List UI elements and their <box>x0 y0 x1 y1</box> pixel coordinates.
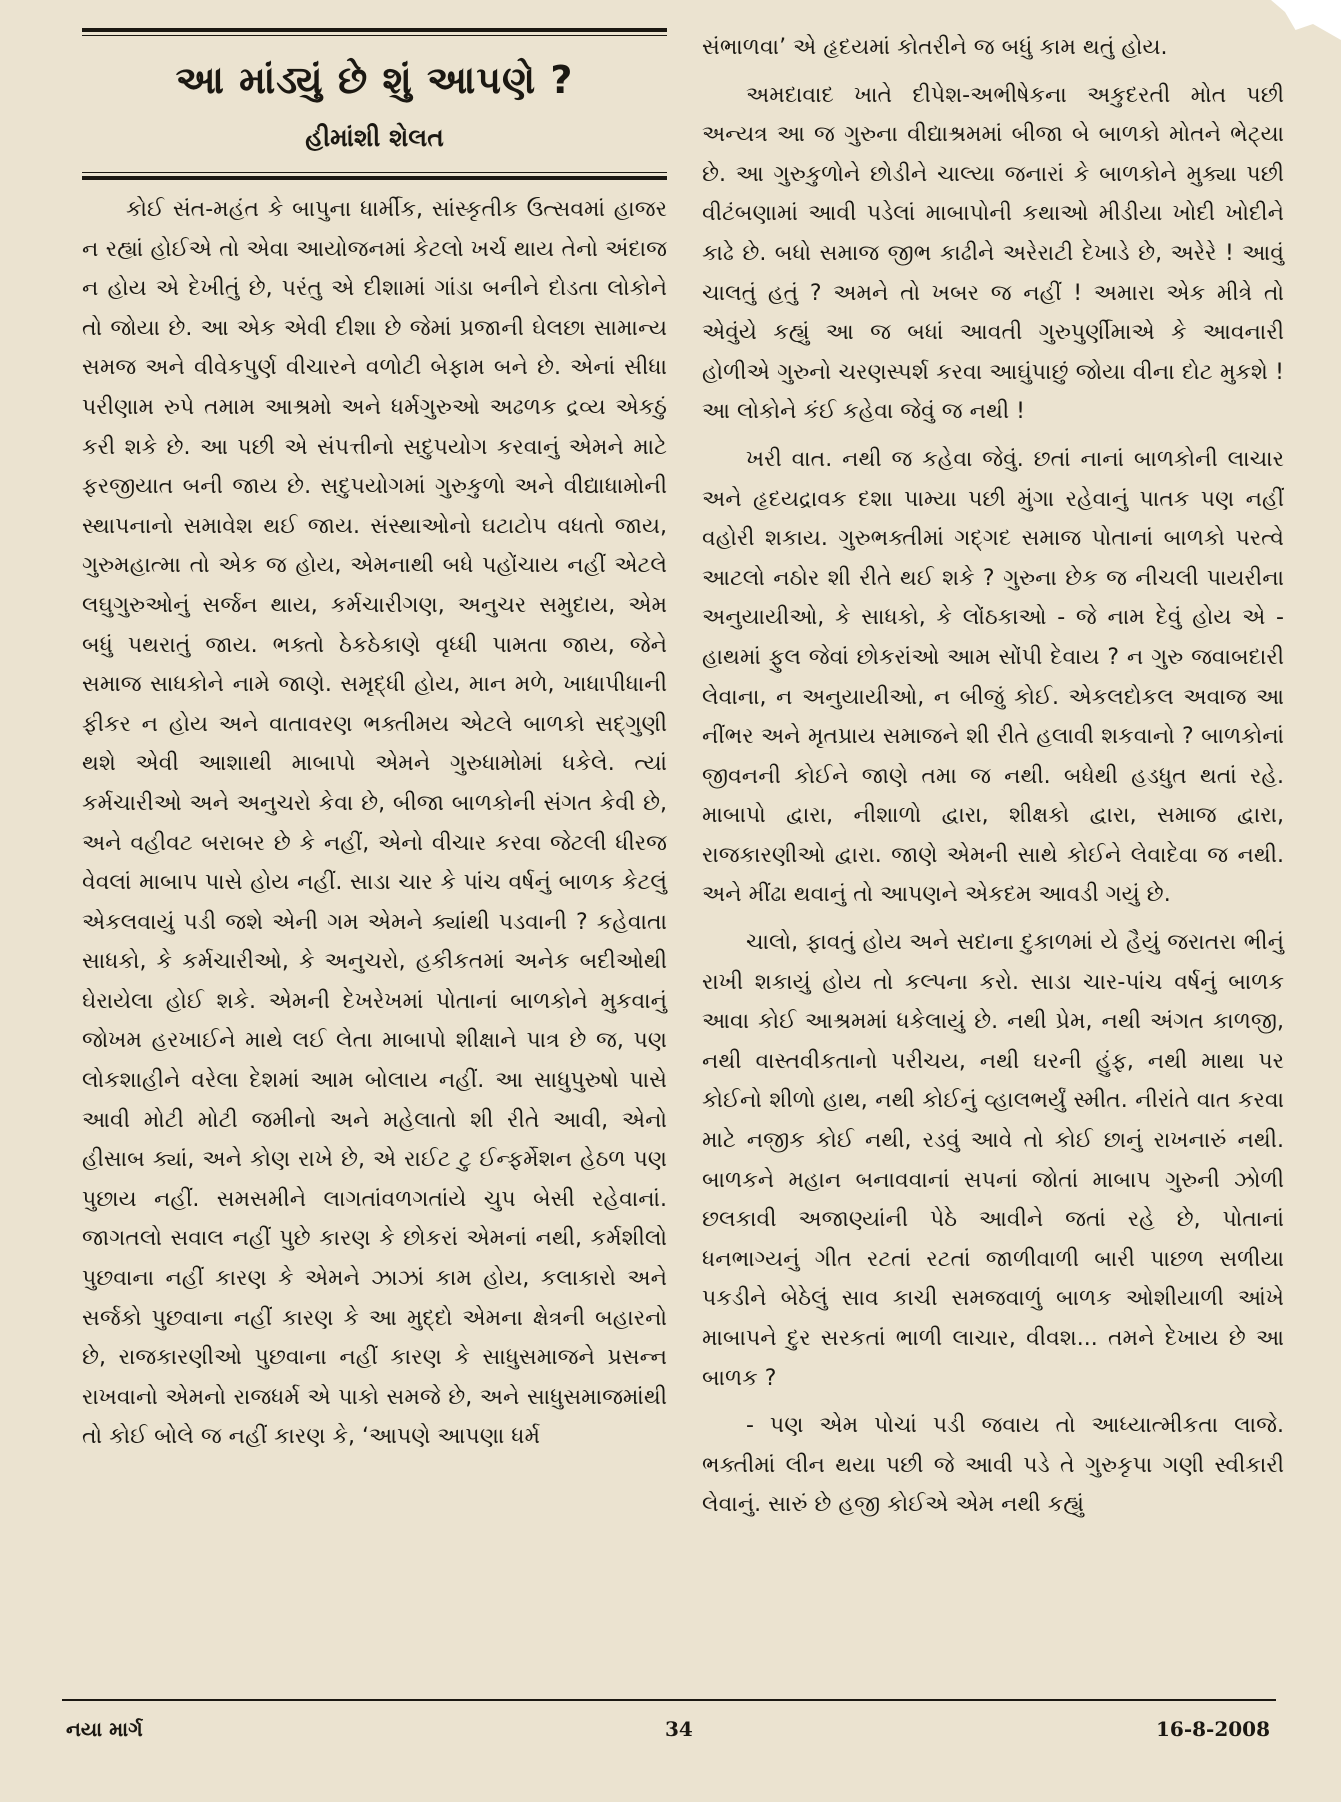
title-bottom-rule <box>82 176 667 180</box>
issue-date: 16-8-2008 <box>1155 1717 1270 1741</box>
page-number: 34 <box>665 1717 693 1741</box>
title-top-thin-rule <box>82 35 667 36</box>
footer-rule <box>62 1699 1276 1701</box>
title-top-rule <box>82 28 667 32</box>
right-paragraph-4: ચાલો, ફાવતું હોય અને સદાના દુકાળમાં યે હૈયું જરાતરા ભીનું રાખી શકાયું હોય તો કલ્પના કરો. સાડા ચાર-પાંચ વર્ષનું બાળક આવા કોઈ આશ્રમમાં ધકેલાયું છે. નથી પ્રેમ, નથી અંગત કાળજી, નથી વાસ્તવીકતાનો પરીચય, નથી ઘરની હુંફ, નથી માથા પર કોઈનો શીળો હાથ, નથી કોઈનું વ્હાલભર્યું સ્મીત. નીરાંતે વાત કરવા માટે નજીક કોઈ નથી, રડવું આવે તો કોઈ છાનું રાખનારું નથી. બાળકને મહાન બનાવવાનાં સપનાં જોતાં માબાપ ગુરુની ઝોળી છલકાવી અજાણ્યાંની પેઠે આવીને જતાં રહે છે, પોતાનાં ધનભાગ્યનું ગીત રટતાં રટતાં જાળીવાળી બારી પાછળ સળીયા પકડીને બેઠેલું સાવ કાચી સમજવાળું બાળક ઓશીયાળી આંખે માબાપને દુર સરકતાં ભાળી લાચાર, વીવશ... તમને દેખાય છે આ બાળક ? <box>702 930 1284 1391</box>
right-column <box>702 28 1284 1525</box>
right-paragraph-5: - પણ એમ પોચાં પડી જવાય તો આધ્યાત્મીકતા લાજે. ભક્તીમાં લીન થયા પછી જે આવી પડે તે ગુરુકૃપા ગણી સ્વીકારી લેવાનું. સારું છે હજી કોઈએ એમ નથી કહ્યું <box>702 1413 1284 1518</box>
right-paragraph-1: સંભાળવા’ એ હૃદયમાં કોતરીને જ બધું કામ થતું હોય. <box>702 35 1168 60</box>
right-paragraph-2: અમદાવાદ ખાતે દીપેશ-અભીષેકના અકુદરતી મોત પછી અન્યત્ર આ જ ગુરુના વીદ્યાશ્રમમાં બીજા બે બાળકો મોતને ભેટ્યા છે. આ ગુરુકુળોને છોડીને ચાલ્યા જનારાં કે બાળકોને મુક્યા પછી વીટંબણામાં આવી પડેલાં માબાપોની કથાઓ મીડીયા ખોદી ખોદીને કાઢે છે. બધો સમાજ જીભ કાઢીને અરેરાટી દેખાડે છે, અરેરે ! આવું ચાલતું હતું ? અમને તો ખબર જ નહીં ! અમારા એક મીત્રે તો એવુંયે કહ્યું આ જ બધાં આવતી ગુરુપુર્ણીમાએ કે આવનારી હોળીએ ગુરુનો ચરણસ્પર્શ કરવા આઘુંપાછું જોયા વીના દોટ મુકશે ! આ લોકોને કંઈ કહેવા જેવું જ નથી ! <box>702 82 1284 425</box>
page-footer <box>62 1699 1276 1759</box>
article-author: હીમાંશી શેલત <box>305 123 444 152</box>
right-paragraph-3: ખરી વાત. નથી જ કહેવા જેવું. છતાં નાનાં બાળકોની લાચાર અને હૃદયદ્રાવક દશા પામ્યા પછી મુંગા રહેવાનું પાતક પણ નહીં વહોરી શકાય. ગુરુભક્તીમાં ગદ્ગદ સમાજ પોતાનાં બાળકો પરત્વે આટલો નઠોર શી રીતે થઈ શકે ? ગુરુના છેક જ નીચલી પાયરીના અનુયાયીઓ, કે સાધકો, કે લોંઠકાઓ - જે નામ દેવું હોય એ - હાથમાં ફુલ જેવાં છોકરાંઓ આમ સોંપી દેવાય ? ન ગુરુ જવાબદારી લેવાના, ન અનુયાયીઓ, ન બીજું કોઈ. એકલદોકલ અવાજ આ નીંભર અને મૃતપ્રાય સમાજને શી રીતે હલાવી શકવાનો ? બાળકોનાં જીવનની કોઈને જાણે તમા જ નથી. બધેથી હડધુત થતાં રહે. માબાપો દ્વારા, નીશાળો દ્વારા, શીક્ષકો દ્વારા, સમાજ દ્વારા, રાજકારણીઓ દ્વારા. જાણે એમની સાથે કોઈને લેવાદેવા જ નથી. અને મીંઢા થવાનું તો આપણને એકદમ આવડી ગયું છે. <box>702 446 1284 908</box>
article-title: આ માંડ્યું છે શું આપણે ? <box>175 58 574 102</box>
title-bottom-thin-rule <box>82 172 667 173</box>
left-paragraph-1: કોઈ સંત-મહંત કે બાપુના ધાર્મીક, સાંસ્કૃતીક ઉત્સવમાં હાજર ન રહ્યાં હોઈએ તો એવા આયોજનમાં કેટલો ખર્ચ થાય તેનો અંદાજ ન હોય એ દેખીતું છે, પરંતુ એ દીશામાં ગાંડા બનીને દોડતા લોકોને તો જોયા છે. આ એક એવી દીશા છે જેમાં પ્રજાની ઘેલછા સામાન્ય સમજ અને વીવેકપુર્ણ વીચારને વળોટી બેફામ બને છે. એનાં સીધા પરીણામ રુપે તમામ આશ્રમો અને ધર્મગુરુઓ અઢળક દ્રવ્ય એકઠું કરી શકે છે. આ પછી એ સંપત્તીનો સદુપયોગ કરવાનું એમને માટે ફરજીયાત બની જાય છે. સદુપયોગમાં ગુરુકુળો અને વીદ્યાધામોની સ્થાપનાનો સમાવેશ થઈ જાય. સંસ્થાઓનો ઘટાટોપ વધતો જાય, ગુરુમહાત્મા તો એક જ હોય, એમનાથી બધે પહોંચાય નહીં એટલે લઘુગુરુઓનું સર્જન થાય, કર્મચારીગણ, અનુચર સમુદાય, એમ બધું પથરાતું જાય. ભક્તો ઠેકઠેકાણે વૃધ્ધી પામતા જાય, જેને સમાજ સાધકોને નામે જાણે. સમૃદ્ધી હોય, માન મળે, ખાધાપીધાની ફીકર ન હોય અને વાતાવરણ ભક્તીમય એટલે બાળકો સદ્ગુણી થશે એવી આશાથી માબાપો એમને ગુરુધામોમાં ધકેલે. ત્યાં કર્મચારીઓ અને અનુચરો કેવા છે, બીજા બાળકોની સંગત કેવી છે, અને વહીવટ બરાબર છે કે નહીં, એનો વીચાર કરવા જેટલી ધીરજ વેવલાં માબાપ પાસે હોય નહીં. સાડા ચાર કે પાંચ વર્ષનું બાળક કેટલું એકલવાયું પડી જશે એની ગમ એમને ક્યાંથી પડવાની ? કહેવાતા સાધકો, કે કર્મચારીઓ, કે અનુચરો, હકીકતમાં અનેક બદીઓથી ઘેરાયેલા હોઈ શકે. એમની દેખરેખમાં પોતાનાં બાળકોને મુકવાનું જોખમ હરખાઈને માથે લઈ લેતા માબાપો શીક્ષાને પાત્ર છે જ, પણ લોકશાહીને વરેલા દેશમાં આમ બોલાય નહીં. આ સાધુપુરુષો પાસે આવી મોટી મોટી જમીનો અને મહેલાતો શી રીતે આવી, એનો હીસાબ ક્યાં, અને કોણ રાખે છે, એ રાઈટ ટુ ઈન્ફર્મેશન હેઠળ પણ પુછાય નહીં. સમસમીને લાગતાંવળગતાંયે ચુપ બેસી રહેવાનાં. જાગતલો સવાલ નહીં પુછે કારણ કે છોકરાં એમનાં નથી, કર્મશીલો પુછવાના નહીં કારણ કે એમને ઝાઝાં કામ હોય, કલાકારો અને સર્જકો પુછવાના નહીં કારણ કે આ મુદ્દો એમના ક્ષેત્રની બહારનો છે, રાજકારણીઓ પુછવાના નહીં કારણ કે સાધુસમાજને પ્રસન્ન રાખવાનો એમનો રાજધર્મ એ પાકો સમજે છે, અને સાધુસમાજમાંથી તો કોઈ બોલે જ નહીં કારણ કે, ‘આપણે આપણા ધર્મ <box>82 197 667 1450</box>
left-column <box>82 28 667 1457</box>
publication-name: નયા માર્ગ <box>66 1717 143 1741</box>
